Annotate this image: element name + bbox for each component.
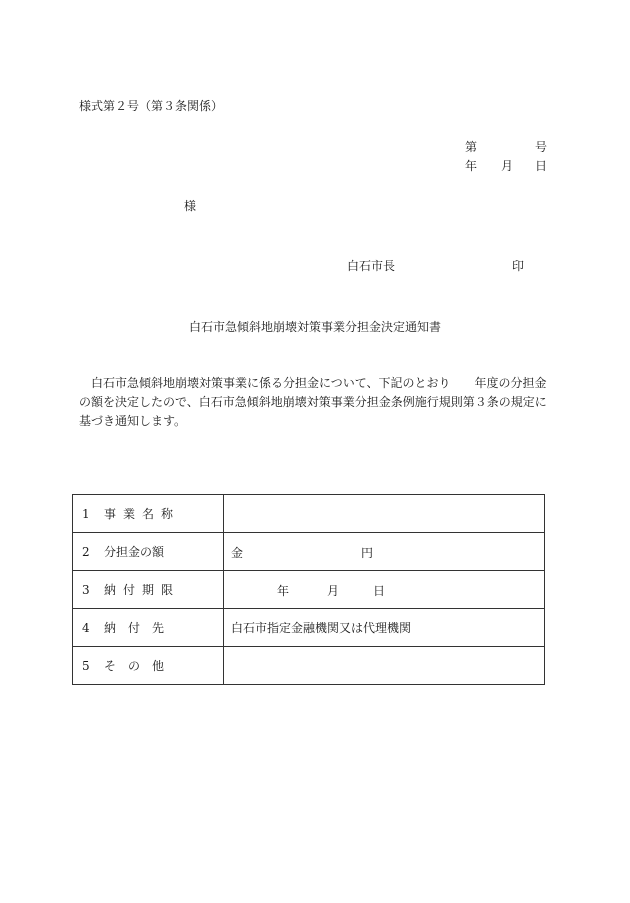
due-month: 月 xyxy=(327,583,340,598)
amount-suffix: 円 xyxy=(361,545,374,560)
amount-prefix: 金 xyxy=(231,545,244,560)
row-number: 4 xyxy=(82,621,90,635)
table-row xyxy=(73,609,545,647)
due-day: 日 xyxy=(373,583,386,598)
row-label: そ の 他 xyxy=(104,659,165,673)
row-number: 2 xyxy=(82,545,90,559)
project-name-value xyxy=(224,495,545,533)
row-label-cell xyxy=(73,647,224,685)
seal-mark: 印 xyxy=(512,259,525,273)
row-label: 納付期限 xyxy=(104,583,181,597)
other-value xyxy=(224,647,545,685)
row-label: 分担金の額 xyxy=(104,545,165,559)
reference-date xyxy=(465,157,547,173)
due-date-value xyxy=(224,571,545,609)
row-number: 5 xyxy=(82,659,90,673)
form-number: 様式第２号（第３条関係） xyxy=(79,99,224,113)
table-row xyxy=(73,495,545,533)
amount-value xyxy=(224,533,545,571)
reference-day: 日 xyxy=(535,159,548,173)
row-label-cell xyxy=(73,571,224,609)
row-label-cell xyxy=(73,533,224,571)
issuer-name: 白石市長 xyxy=(347,259,396,273)
table-row xyxy=(73,647,545,685)
table-row xyxy=(73,571,545,609)
row-number: 1 xyxy=(82,507,90,521)
reference-number-suffix: 号 xyxy=(535,140,548,154)
row-label-cell xyxy=(73,609,224,647)
due-year: 年 xyxy=(277,583,290,598)
row-label: 納 付 先 xyxy=(104,621,165,635)
row-number: 3 xyxy=(82,583,90,597)
document-title: 白石市急傾斜地崩壊対策事業分担金決定通知書 xyxy=(188,320,441,334)
payment-destination-value: 白石市指定金融機関又は代理機関 xyxy=(224,609,545,647)
body-paragraph: 白石市急傾斜地崩壊対策事業に係る分担金について、下記のとおり 年度の分担金の額を決定したので、白石市急傾斜地崩壊対策事業分担金条例施行規則第３条の規定に基づき通知します。 xyxy=(79,376,547,428)
row-label: 事業名称 xyxy=(104,507,181,521)
reference-number xyxy=(465,138,547,154)
reference-number-prefix: 第 xyxy=(465,140,478,154)
details-table xyxy=(72,494,545,685)
reference-year: 年 xyxy=(465,159,478,173)
row-label-cell xyxy=(73,495,224,533)
table-row xyxy=(73,533,545,571)
addressee-suffix: 様 xyxy=(184,199,197,213)
reference-month: 月 xyxy=(501,159,514,173)
